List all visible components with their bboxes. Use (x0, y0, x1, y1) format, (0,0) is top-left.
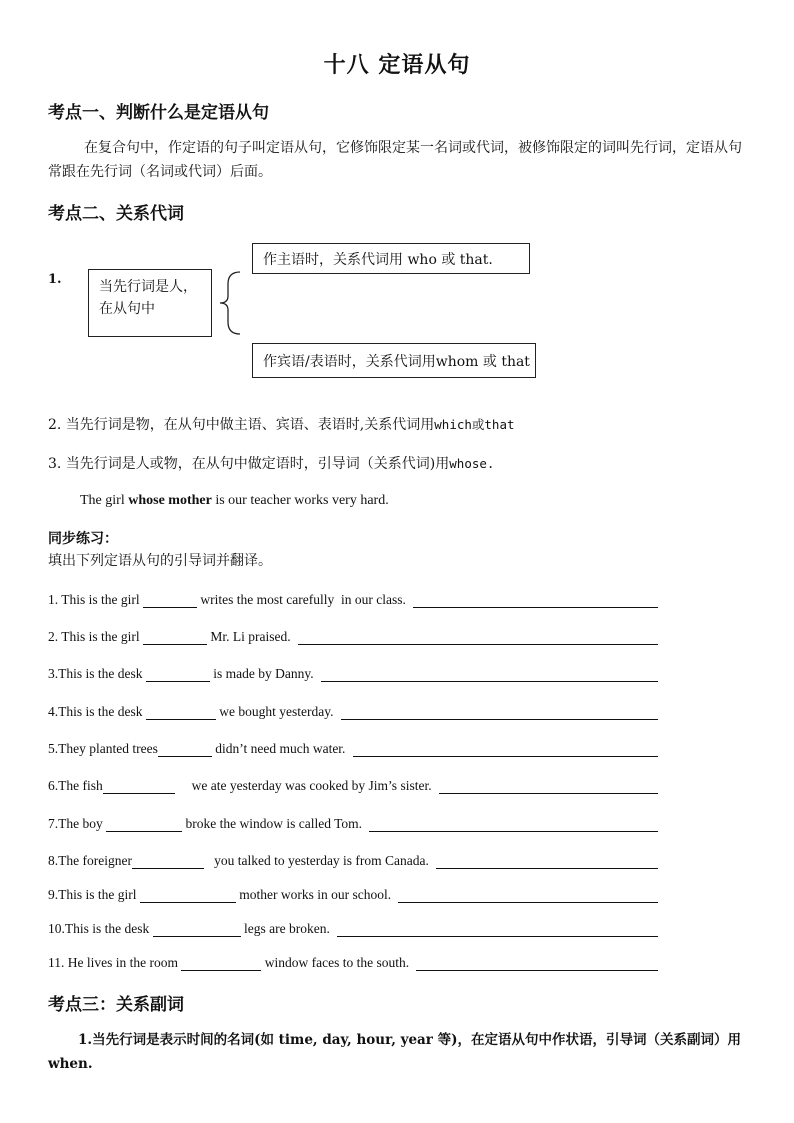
section3-heading: 考点三：关系副词 (48, 995, 184, 1015)
exercise-suffix: we ate yesterday was cooked by Jim’s sister. (174, 778, 435, 793)
translation-blank[interactable] (337, 922, 658, 937)
exercise-suffix: you talked to yesterday is from Canada. (203, 853, 433, 868)
section3-rule1: 1.当先行词是表示时间的名词(如 time, day, hour, year 等)，在定语从句中作状语，引导词（关系副词）用when. (48, 1032, 742, 1072)
translation-blank[interactable] (436, 854, 658, 869)
translation-blank[interactable] (321, 667, 658, 682)
exercise-suffix: is made by Danny. (209, 666, 317, 681)
fill-in-blank[interactable] (143, 593, 197, 608)
fill-in-blank[interactable] (103, 779, 175, 794)
object-role-box (252, 343, 536, 378)
exercise-suffix: Mr. Li praised. (207, 629, 295, 644)
fill-in-blank[interactable] (158, 742, 212, 757)
section2-heading: 考点二、关系代词 (48, 204, 184, 224)
translation-blank[interactable] (413, 593, 658, 608)
exercise-suffix: writes the most carefully in our class. (197, 592, 410, 607)
example-bold: whose mother (128, 493, 212, 508)
fill-in-blank[interactable] (106, 817, 182, 832)
item3-text: 3. 当先行词是人或物，在从句中做定语时，引导词（关系代词)用 (48, 456, 450, 472)
exercise-item (48, 629, 658, 645)
exercise-prefix: 8.The foreigner (48, 853, 132, 868)
fill-in-blank[interactable] (153, 922, 241, 937)
fill-in-blank[interactable] (140, 888, 236, 903)
box-bottom-text: 作宾语/表语时，关系代词用whom 或 that (263, 354, 530, 370)
exercise-item (48, 741, 658, 757)
exercise-prefix: 1. This is the girl (48, 592, 144, 607)
item2-text: 2. 当先行词是物，在从句中做主语、宾语、表语时,关系代词用 (48, 417, 435, 433)
item3-code: whose. (449, 456, 495, 471)
fill-in-blank[interactable] (146, 667, 210, 682)
fill-in-blank[interactable] (132, 854, 204, 869)
item2-code: which或that (434, 417, 515, 432)
example-pre: The girl (80, 493, 129, 508)
exercise-item (48, 704, 658, 720)
box-left-line2: 在从句中 (99, 301, 155, 317)
translation-blank[interactable] (398, 888, 658, 903)
fill-in-blank[interactable] (143, 630, 207, 645)
exercise-item (48, 666, 658, 682)
exercise-prefix: 5.They planted trees (48, 741, 158, 756)
practice-instruction: 填出下列定语从句的引导词并翻译。 (48, 553, 272, 569)
exercise-suffix: broke the window is called Tom. (182, 816, 366, 831)
item1-number: 1. (48, 272, 62, 287)
practice-heading: 同步练习： (48, 531, 118, 547)
example-post: is our teacher works very hard. (211, 493, 389, 508)
brace-icon (214, 270, 244, 336)
translation-blank[interactable] (341, 705, 658, 720)
fill-in-blank[interactable] (146, 705, 216, 720)
item2 (48, 413, 515, 437)
translation-blank[interactable] (439, 779, 658, 794)
exercise-prefix: 10.This is the desk (48, 921, 153, 936)
subject-role-box (252, 243, 530, 274)
box-left-line1: 当先行词是人， (99, 279, 197, 295)
example-sentence (80, 489, 389, 513)
exercise-prefix: 7.The boy (48, 816, 107, 831)
exercise-prefix: 2. This is the girl (48, 629, 144, 644)
page-title: 十八 定语从句 (323, 52, 471, 78)
exercise-prefix: 4.This is the desk (48, 704, 146, 719)
item3 (48, 452, 494, 476)
exercise-item (48, 778, 658, 794)
section1-paragraph: 在复合句中，作定语的句子叫定语从句，它修饰限定某一名词或代词，被修饰限定的词叫先行词，定语从句常跟在先行词（名词或代词）后面。 (48, 140, 742, 180)
section1-heading: 考点一、判断什么是定语从句 (48, 103, 269, 123)
exercise-prefix: 3.This is the desk (48, 666, 146, 681)
translation-blank[interactable] (369, 817, 658, 832)
exercise-item (48, 887, 658, 903)
exercise-item (48, 816, 658, 832)
exercise-suffix: we bought yesterday. (215, 704, 337, 719)
exercise-item (48, 921, 658, 937)
fill-in-blank[interactable] (181, 956, 261, 971)
translation-blank[interactable] (416, 956, 658, 971)
exercise-item (48, 853, 658, 869)
translation-blank[interactable] (353, 742, 658, 757)
exercise-suffix: window faces to the south. (261, 955, 413, 970)
exercise-suffix: mother works in our school. (235, 887, 395, 902)
box-top-text: 作主语时，关系代词用 who 或 that. (263, 252, 493, 268)
antecedent-person-box (88, 269, 212, 337)
exercise-item (48, 955, 658, 971)
exercise-prefix: 9.This is the girl (48, 887, 140, 902)
exercise-suffix: legs are broken. (240, 921, 334, 936)
exercise-prefix: 6.The fish (48, 778, 103, 793)
translation-blank[interactable] (298, 630, 658, 645)
exercise-item (48, 592, 658, 608)
exercise-suffix: didn’t need much water. (211, 741, 349, 756)
exercise-prefix: 11. He lives in the room (48, 955, 182, 970)
